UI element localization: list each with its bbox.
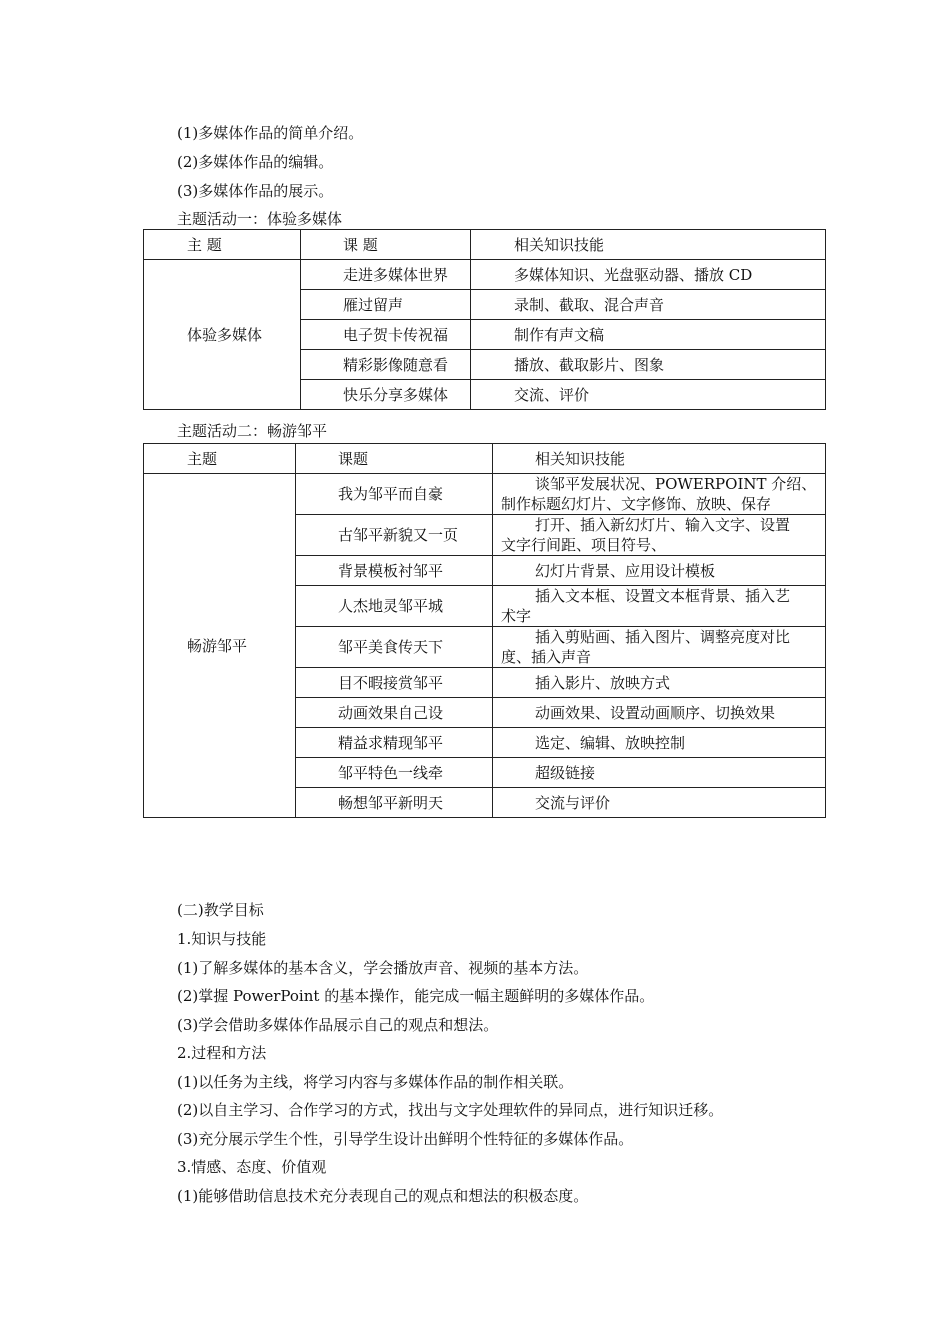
skills-cell xyxy=(493,788,826,818)
goals-line: (2)以自主学习、合作学习的方式，找出与文字处理软件的异同点，进行知识迁移。 xyxy=(177,1101,724,1119)
goals-line: (2)掌握 PowerPoint 的基本操作，能完成一幅主题鲜明的多媒体作品。 xyxy=(177,987,655,1005)
intro-line-3: (3)多媒体作品的展示。 xyxy=(177,182,334,200)
lesson-cell: 雁过留声 xyxy=(301,290,471,320)
skills-cell xyxy=(493,698,826,728)
table-header-row xyxy=(144,444,826,474)
table-row xyxy=(144,474,826,515)
header-lesson: 课题 xyxy=(296,444,493,474)
lesson-cell: 精彩影像随意看 xyxy=(301,350,471,380)
skills-line: 插入剪贴画、插入图片、调整亮度对比 xyxy=(535,628,791,646)
skills-line: 打开、插入新幻灯片、输入文字、设置 xyxy=(535,516,791,534)
header-theme: 主题 xyxy=(144,444,296,474)
goals-line: (3)充分展示学生个性，引导学生设计出鲜明个性特征的多媒体作品。 xyxy=(177,1130,634,1148)
activity1-title: 主题活动一：体验多媒体 xyxy=(177,210,343,228)
skills-line: 插入文本框、设置文本框背景、插入艺 xyxy=(535,587,791,605)
skills-line: 超级链接 xyxy=(535,763,596,782)
skills-line: 谈邹平发展状况、POWERPOINT 介绍、 xyxy=(535,475,817,493)
lesson-cell: 目不暇接赏邹平 xyxy=(296,668,493,698)
goals-line: (1)能够借助信息技术充分表现自己的观点和想法的积极态度。 xyxy=(177,1187,589,1205)
table-header-row xyxy=(144,230,826,260)
goals-line: 3.情感、态度、价值观 xyxy=(177,1158,327,1176)
skills-line: 术字 xyxy=(501,607,532,625)
lesson-cell: 邹平美食传天下 xyxy=(296,627,493,668)
lesson-cell: 走进多媒体世界 xyxy=(301,260,471,290)
intro-line-2: (2)多媒体作品的编辑。 xyxy=(177,153,334,171)
lesson-cell: 畅想邹平新明天 xyxy=(296,788,493,818)
skills-cell xyxy=(493,586,826,627)
skills-cell: 交流、评价 xyxy=(471,380,826,410)
goals-line: 2.过程和方法 xyxy=(177,1044,267,1062)
skills-cell xyxy=(493,515,826,556)
lesson-cell: 我为邹平而自豪 xyxy=(296,474,493,515)
lesson-cell: 动画效果自己设 xyxy=(296,698,493,728)
activity2-table xyxy=(143,443,826,818)
lesson-cell: 快乐分享多媒体 xyxy=(301,380,471,410)
skills-cell xyxy=(493,758,826,788)
skills-line: 动画效果、设置动画顺序、切换效果 xyxy=(535,703,776,722)
skills-line: 选定、编辑、放映控制 xyxy=(535,733,686,752)
intro-line-1: (1)多媒体作品的简单介绍。 xyxy=(177,124,364,142)
skills-line: 度、插入声音 xyxy=(501,648,592,666)
header-theme: 主 题 xyxy=(144,230,301,260)
header-lesson: 课 题 xyxy=(301,230,471,260)
skills-cell xyxy=(493,556,826,586)
skills-line: 文字行间距、项目符号、 xyxy=(501,536,667,554)
skills-cell: 多媒体知识、光盘驱动器、播放 CD xyxy=(471,260,826,290)
goals-line: (3)学会借助多媒体作品展示自己的观点和想法。 xyxy=(177,1016,499,1034)
table-row xyxy=(144,260,826,290)
header-skills: 相关知识技能 xyxy=(471,230,826,260)
skills-line: 制作标题幻灯片、文字修饰、放映、保存 xyxy=(501,495,772,513)
skills-line: 幻灯片背景、应用设计模板 xyxy=(535,561,716,580)
skills-cell: 制作有声文稿 xyxy=(471,320,826,350)
skills-line: 交流与评价 xyxy=(535,793,611,812)
lesson-cell: 背景模板衬邹平 xyxy=(296,556,493,586)
lesson-cell: 精益求精现邹平 xyxy=(296,728,493,758)
skills-cell xyxy=(493,668,826,698)
goals-line: 1.知识与技能 xyxy=(177,930,267,948)
lesson-cell: 古邹平新貌又一页 xyxy=(296,515,493,556)
skills-cell xyxy=(493,728,826,758)
theme-cell: 体验多媒体 xyxy=(144,260,301,410)
skills-line: 插入影片、放映方式 xyxy=(535,673,671,692)
theme-cell: 畅游邹平 xyxy=(144,474,296,818)
goals-heading: (二)教学目标 xyxy=(177,901,264,919)
lesson-cell: 人杰地灵邹平城 xyxy=(296,586,493,627)
header-skills: 相关知识技能 xyxy=(493,444,826,474)
activity1-table xyxy=(143,229,826,410)
goals-line: (1)了解多媒体的基本含义，学会播放声音、视频的基本方法。 xyxy=(177,959,589,977)
skills-cell: 录制、截取、混合声音 xyxy=(471,290,826,320)
activity2-title: 主题活动二：畅游邹平 xyxy=(177,422,328,440)
lesson-cell: 邹平特色一线牵 xyxy=(296,758,493,788)
skills-cell: 播放、截取影片、图象 xyxy=(471,350,826,380)
lesson-cell: 电子贺卡传祝福 xyxy=(301,320,471,350)
skills-cell xyxy=(493,627,826,668)
skills-cell xyxy=(493,474,826,515)
goals-line: (1)以任务为主线，将学习内容与多媒体作品的制作相关联。 xyxy=(177,1073,574,1091)
